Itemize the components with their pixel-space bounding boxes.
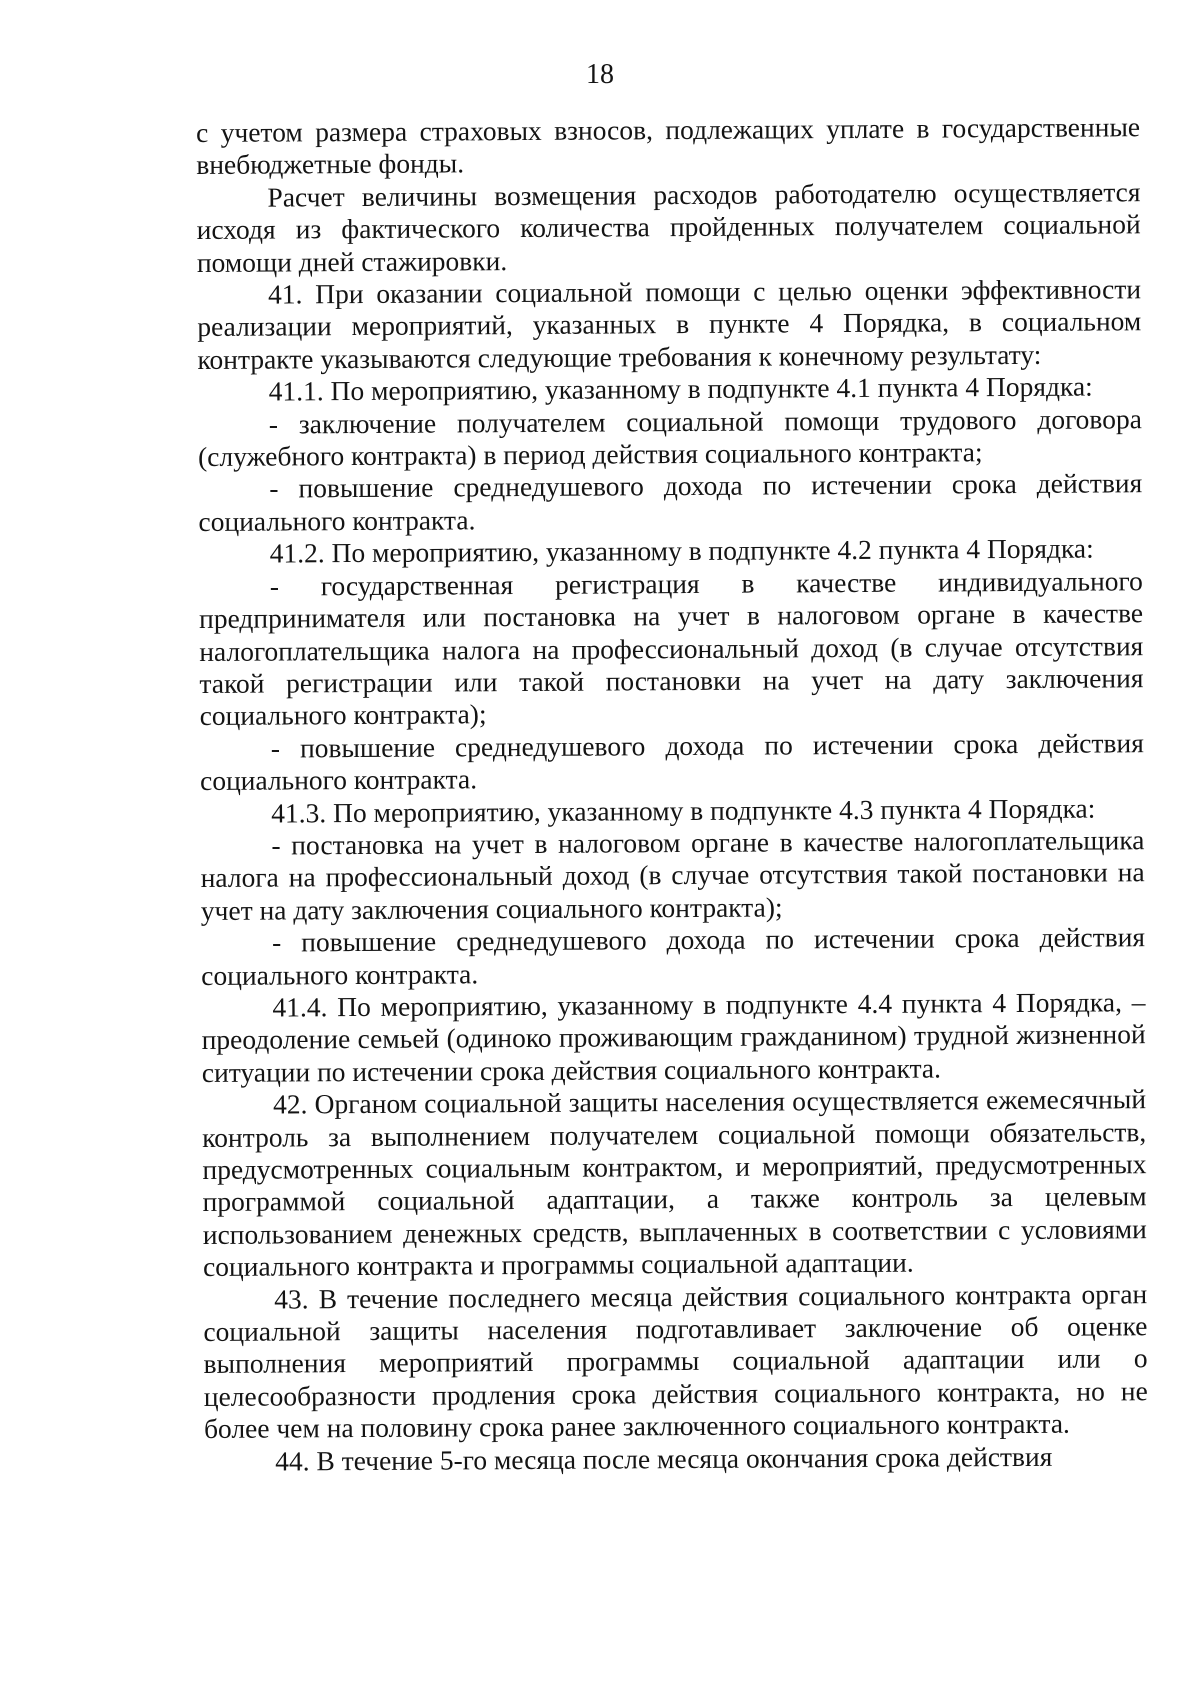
paragraph-item-42: 42. Органом социальной защиты населения осуществляется ежемесячный контроль за выполнением получателем социальной помощи обязательств, предусмотренных социальным контрактом, и мероприятий, предусмотренных программой социальной адаптации, а также контроль за целевым использованием денежных средств, выплаченных в соответствии с условиями социального контракта и программы социальной адаптации. [202,1083,1147,1283]
paragraph: с учетом размера страховых взносов, подлежащих уплате в государственные внебюджетные фонды. [196,111,1141,181]
paragraph: Расчет величины возмещения расходов работодателю осуществляется исходя из фактического количества пройденных получателем социальной помощи дней стажировки. [196,176,1141,278]
page-number: 18 [586,59,614,90]
list-item: - государственная регистрация в качестве индивидуального предпринимателя или постановка на учет в налоговом органе в качестве налогоплательщика налога на профессиональный доход (в случае отсутствия такой регистрации или такой постановки на учет на дату заключения социального контракта); [198,564,1144,732]
list-item: - постановка на учет в налоговом органе в качестве налогоплательщика налога на профессиональный доход (в случае отсутствия такой постановки на учет на дату заключения социального контракта); [200,824,1145,926]
list-item: - заключение получателем социальной помощи трудового договора (служебного контракта) в период действия социального контракта; [197,402,1142,473]
list-item: - повышение среднедушевого дохода по истечении срока действия социального контракта. [201,921,1146,991]
subitem-41-4: 41.4. По мероприятию, указанному в подпункте 4.4 пункта 4 Порядка, – преодоление семьей (одиноко проживающим гражданином) трудной жизненной ситуации по истечении срока действия социального контракта. [201,986,1146,1088]
subitem-41-1: 41.1. По мероприятию, указанному в подпункте 4.1 пункта 4 Порядка: [268,370,1093,407]
subitem-41-2: 41.2. По мероприятию, указанному в подпункте 4.2 пункта 4 Порядка: [269,532,1094,569]
paragraph-item-44: 44. В течение 5-го месяца после месяца окончания срока действия [275,1440,1053,1477]
document-body [196,111,1148,1478]
list-item: - повышение среднедушевого дохода по истечении срока действия социального контракта. [199,726,1144,797]
paragraph-item-43: 43. В течение последнего месяца действия социального контракта орган социальной защиты населения подготавливает заключение об оценке выполнения мероприятий программы социальной адаптации или о целесообразности продления срока действия социального контракта, но не более чем на половину срока ранее заключенного социального контракта. [203,1277,1148,1445]
list-item: - повышение среднедушевого дохода по истечении срока действия социального контракта. [198,467,1143,537]
subitem-41-3: 41.3. По мероприятию, указанному в подпункте 4.3 пункта 4 Порядка: [271,792,1096,829]
paragraph-item-41: 41. При оказании социальной помощи с целью оценки эффективности реализации мероприятий, указанных в пункте 4 Порядка, в социальном контракте указываются следующие требования к конечному результату: [197,273,1142,375]
